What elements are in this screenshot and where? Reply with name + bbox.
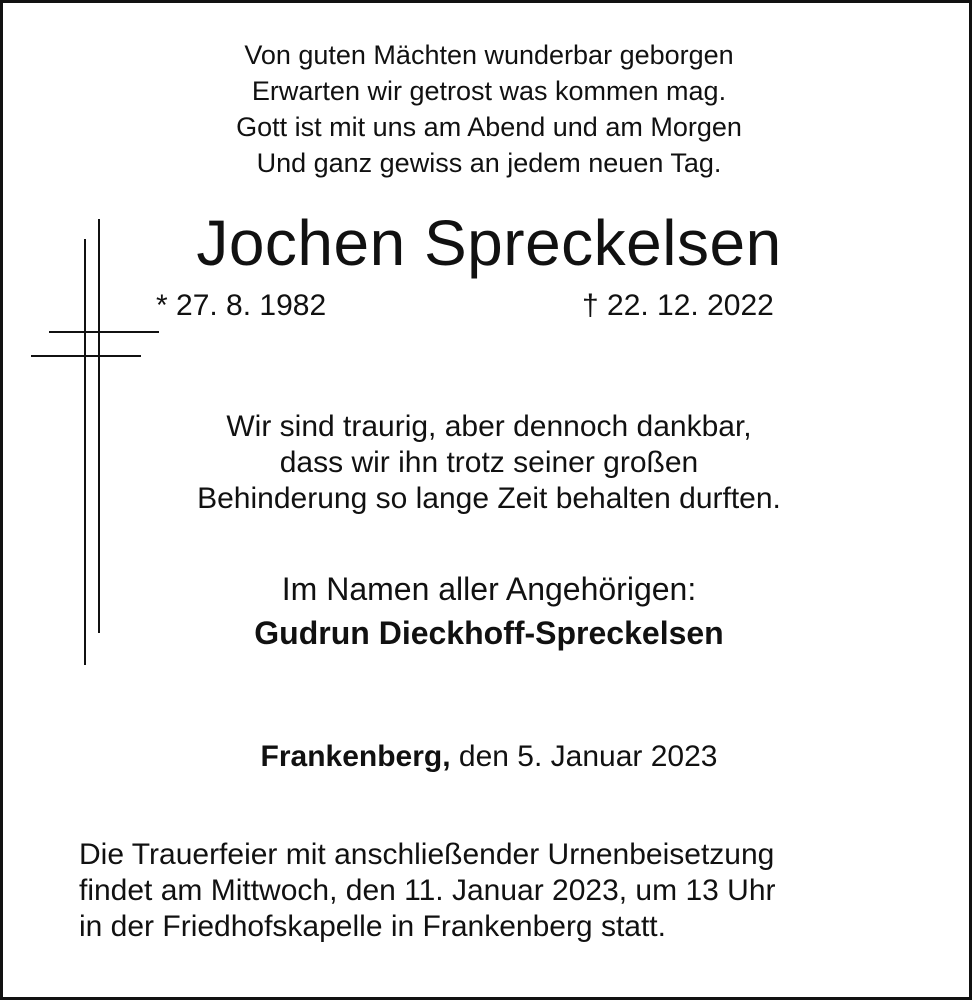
deceased-name: Jochen Spreckelsen — [196, 207, 782, 279]
date: den 5. Januar 2023 — [450, 740, 718, 773]
family-intro: Im Namen aller Angehörigen: — [281, 571, 697, 607]
ceremony-info — [79, 837, 776, 945]
thanks-line: dass wir ihn trotz seiner großen — [279, 446, 699, 479]
cross-horizontal-line — [49, 331, 159, 333]
place: Frankenberg, — [260, 740, 451, 773]
ceremony-line: in der Friedhofskapelle in Frankenberg statt. — [79, 910, 666, 943]
ceremony-line: findet am Mittwoch, den 11. Januar 2023, um 13 Uhr — [79, 874, 776, 907]
thanks-line: Wir sind traurig, aber dennoch dankbar, — [226, 410, 752, 443]
thanks-line: Behinderung so lange Zeit behalten durften. — [197, 482, 781, 515]
ceremony-line: Die Trauerfeier mit anschließender Urnenbeisetzung — [79, 838, 775, 871]
family-name: Gudrun Dieckhoff-Spreckelsen — [254, 615, 724, 651]
thanks-text — [3, 409, 972, 517]
poem-line: Und ganz gewiss an jedem neuen Tag. — [256, 148, 722, 178]
place-date — [3, 737, 972, 777]
poem — [3, 37, 972, 181]
family-signature — [3, 567, 972, 655]
poem-line: Erwarten wir getrost was kommen mag. — [251, 76, 727, 106]
death-date: † 22. 12. 2022 — [582, 289, 774, 322]
poem-line: Von guten Mächten wunderbar geborgen — [244, 40, 734, 70]
birth-date: * 27. 8. 1982 — [156, 289, 327, 322]
cross-horizontal-line — [31, 355, 141, 357]
poem-line: Gott ist mit uns am Abend und am Morgen — [236, 112, 742, 142]
